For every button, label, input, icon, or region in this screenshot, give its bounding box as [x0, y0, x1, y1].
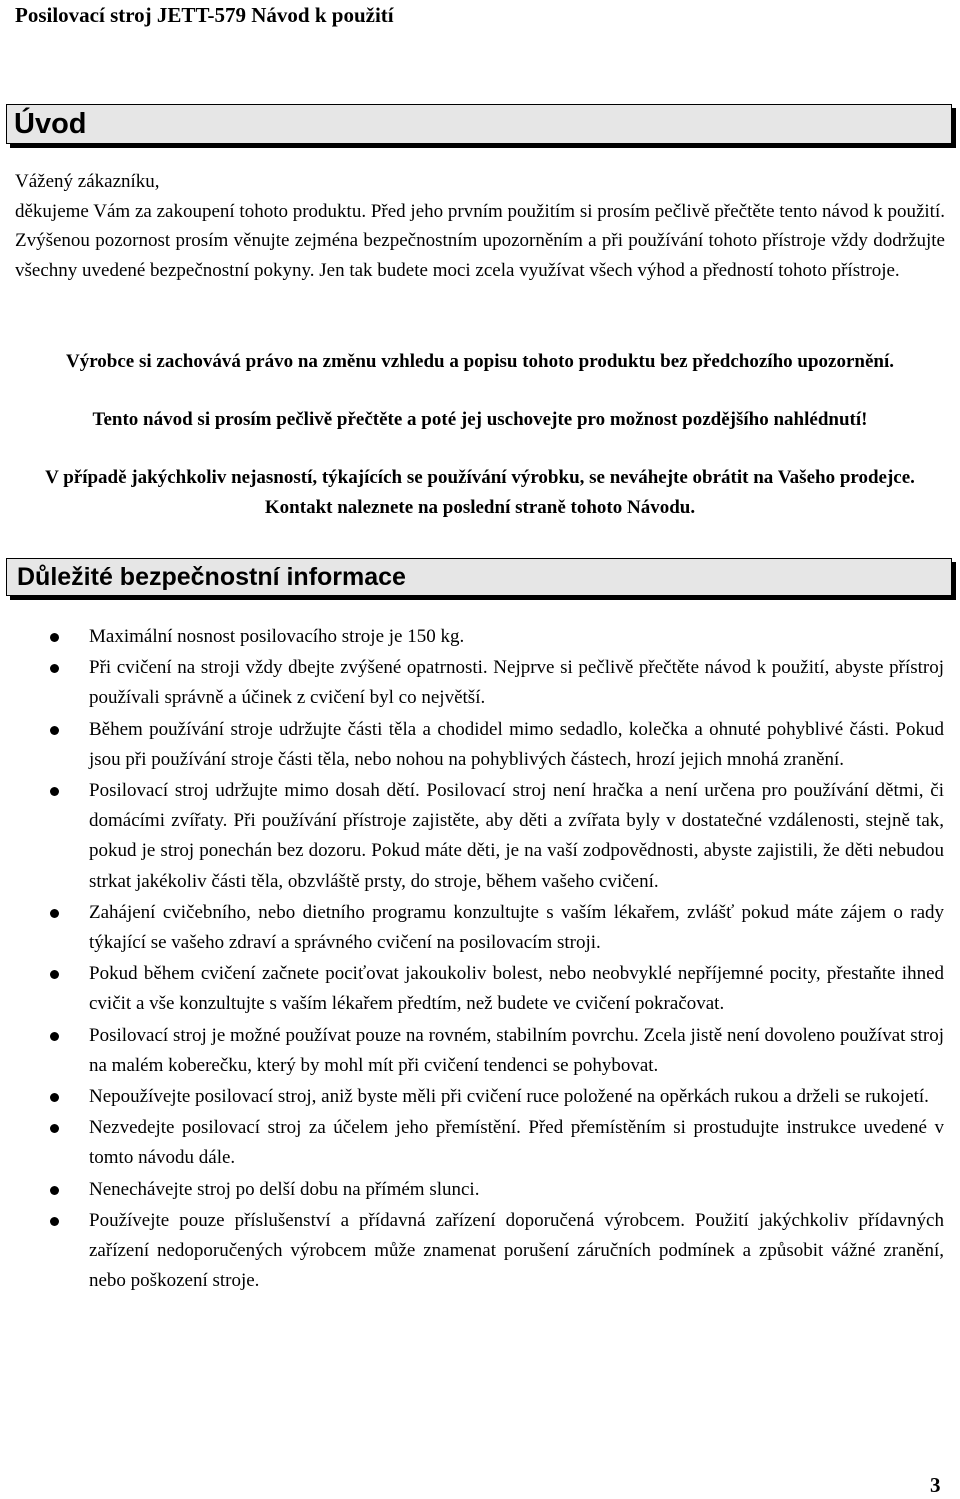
bullet-icon [50, 1124, 59, 1133]
important-notices [15, 347, 945, 523]
bullet-icon [50, 1186, 59, 1195]
list-item: Maximální nosnost posilovacího stroje je 150 kg. [0, 622, 960, 652]
intro-paragraph: děkujeme Vám za zakoupení tohoto produktu. Před jeho prvním použitím si prosím pečlivě přečtěte tento návod k použití. Zvýšenou pozornost prosím věnujte zejména bezpečnostním upozorněním a při používání tohoto přístroje vždy dodržujte všechny uvedené bezpečnostní pokyny. Jen tak budete moci zcela využívat všech výhod a předností tohoto přístroje. [15, 200, 945, 281]
list-item: Nezvedejte posilovací stroj za účelem jeho přemístění. Před přemístěním si prostudujte instrukce uvedené v tomto návodu dále. [0, 1113, 960, 1173]
list-item: Při cvičení na stroji vždy dbejte zvýšené opatrnosti. Nejprve si pečlivě přečtěte návod k použití, abyste přístroj používali správně a účinek z cvičení byl co největší. [0, 653, 960, 713]
list-item: Nepoužívejte posilovací stroj, aniž byste měli při cvičení ruce položené na opěrkách rukou a drželi se rukojetí. [0, 1082, 960, 1112]
notice-contact-seller: V případě jakýchkoliv nejasností, týkajících se používání výrobku, se neváhejte obrátit na Vašeho prodejce. Kontakt naleznete na poslední straně tohoto Návodu. [45, 467, 915, 518]
list-item: Pokud během cvičení začnete pociťovat jakoukoliv bolest, nebo neobvyklé nepříjemné pocity, přestaňte ihned cvičit a vše konzultujte s vaším lékařem předtím, než budete ve cvičení pokračovat. [0, 959, 960, 1019]
bullet-icon [50, 664, 59, 673]
list-item: Nenechávejte stroj po delší dobu na přímém slunci. [0, 1175, 960, 1205]
section-heading-intro: Úvod [6, 104, 952, 144]
list-item: Zahájení cvičebního, nebo dietního programu konzultujte s vaším lékařem, zvlášť pokud máte zájem o rady týkající se vašeho zdraví a správného cvičení na posilovacím stroji. [0, 898, 960, 958]
list-item: Posilovací stroj udržujte mimo dosah dětí. Posilovací stroj není hračka a není určena pro používání dětmi, či domácími zvířaty. Při používání přístroje zajistěte, aby děti a zvířata byly v dostatečné vzdálenosti, stejně tak, pokud je stroj ponechán bez dozoru. Pokud máte děti, je na vaší zodpovědnosti, abyste zajistili, že děti nebudou strkat jakékoliv části těla, obzvláště prsty, do stroje, během vašeho cvičení. [0, 776, 960, 897]
bullet-icon [50, 1217, 59, 1226]
bullet-icon [50, 633, 59, 642]
page-number: 3 [930, 1473, 941, 1497]
safety-list [0, 622, 960, 1296]
bullet-icon [50, 787, 59, 796]
bullet-icon [50, 1032, 59, 1041]
bullet-icon [50, 970, 59, 979]
notice-change-rights: Výrobce si zachovává právo na změnu vzhledu a popisu tohoto produktu bez předchozího upozornění. [66, 351, 894, 372]
list-item: Během používání stroje udržujte části těla a chodidel mimo sedadlo, kolečka a ohnuté pohyblivé části. Pokud jsou při používání stroje části těla, nebo nohou na pohyblivých částech, hrozí jejich mnohá zranění. [0, 715, 960, 775]
greeting: Vážený zákazníku, [15, 171, 160, 192]
section-heading-safety: Důležité bezpečnostní informace [6, 558, 952, 596]
list-item: Používejte pouze příslušenství a přídavná zařízení doporučená výrobcem. Použití jakýchkoliv přídavných zařízení nedoporučených výrobcem může znamenat porušení záručních podmínek a způsobit vážné zranění, nebo poškození stroje. [0, 1206, 960, 1297]
notice-keep-manual: Tento návod si prosím pečlivě přečtěte a poté jej uschovejte pro možnost pozdějšího nahlédnutí! [92, 409, 868, 430]
intro-text [15, 167, 945, 285]
list-item: Posilovací stroj je možné používat pouze na rovném, stabilním povrchu. Zcela jistě není dovoleno používat stroj na malém koberečku, který by mohl mít při cvičení tendenci se pohybovat. [0, 1021, 960, 1081]
bullet-icon [50, 726, 59, 735]
document-title: Posilovací stroj JETT-579 Návod k použití [15, 3, 394, 27]
bullet-icon [50, 909, 59, 918]
bullet-icon [50, 1093, 59, 1102]
